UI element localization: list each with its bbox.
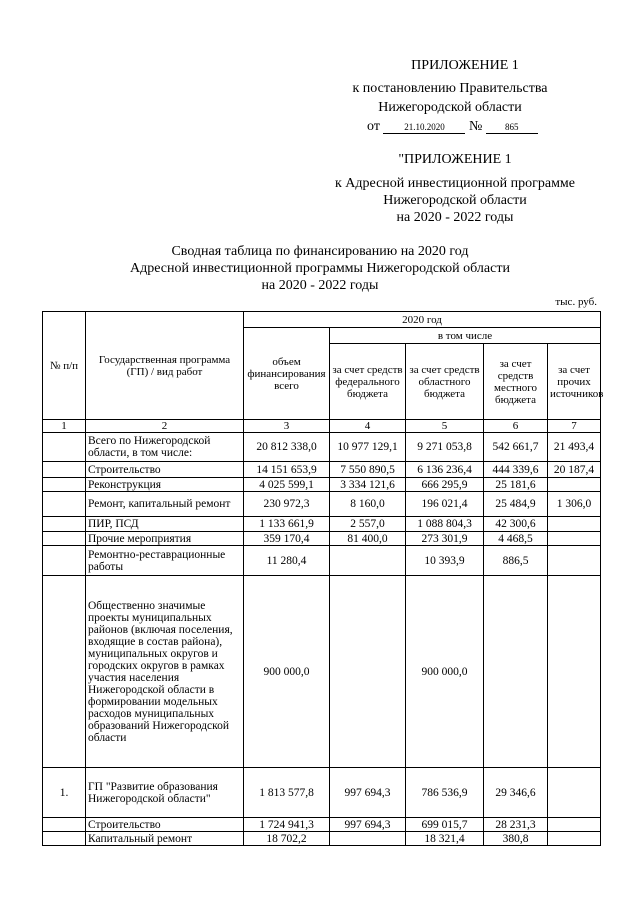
total-cell: 14 151 653,9 [244,462,330,478]
doc-title-line2: Адресной инвестиционной программы Нижегородской области [130,261,510,276]
other-cell [548,768,601,818]
local-cell [484,576,548,768]
row-no-cell [43,462,86,478]
number-sign: № [468,119,483,134]
table-row [43,818,601,832]
table-row [43,478,601,492]
col-header-regional: за счет средств областного бюджета [406,344,484,420]
total-cell: 4 025 599,1 [244,478,330,492]
local-cell: 542 661,7 [484,433,548,462]
table-row [43,433,601,462]
row-name-cell: Ремонт, капитальный ремонт [86,492,244,517]
appendix-title-2: "ПРИЛОЖЕНИЕ 1 [398,152,512,167]
table-row [43,462,601,478]
row-name-cell: ГП "Развитие образования Нижегородской области" [86,768,244,818]
program-ref: к Адресной инвестиционной программе [334,176,576,191]
doc-title-line3: на 2020 - 2022 годы [261,278,379,293]
row-no-cell [43,492,86,517]
federal-cell: 3 334 121,6 [330,478,406,492]
row-no-cell: 1. [43,768,86,818]
doc-title-line1: Сводная таблица по финансированию на 2020 год [171,244,469,259]
federal-cell: 8 160,0 [330,492,406,517]
col-header-year: 2020 год [244,312,601,328]
resolution-number: 865 [486,121,538,134]
federal-cell: 81 400,0 [330,532,406,546]
local-cell: 380,8 [484,832,548,846]
regional-cell: 9 271 053,8 [406,433,484,462]
region-name: Нижегородской области [378,100,522,115]
row-no-cell [43,832,86,846]
federal-cell [330,832,406,846]
regional-cell: 900 000,0 [406,576,484,768]
row-name-cell: Капитальный ремонт [86,832,244,846]
row-name-cell: Строительство [86,462,244,478]
regional-cell: 786 536,9 [406,768,484,818]
row-name-cell: Реконструкция [86,478,244,492]
col-number: 3 [244,420,330,433]
col-header-local: за счет средств местного бюджета [484,344,548,420]
total-cell: 230 972,3 [244,492,330,517]
regional-cell: 273 301,9 [406,532,484,546]
other-cell [548,818,601,832]
federal-cell [330,576,406,768]
row-name-cell: Ремонтно-реставрационные работы [86,546,244,576]
other-cell [548,517,601,532]
row-no-cell [43,818,86,832]
regional-cell: 1 088 804,3 [406,517,484,532]
other-cell [548,576,601,768]
row-no-cell [43,433,86,462]
federal-cell: 997 694,3 [330,768,406,818]
regional-cell: 6 136 236,4 [406,462,484,478]
row-name-cell: Общественно значимые проекты муниципальных районов (включая поселения, входящие в состав района), муниципальных округов и городских округов в рамках участия населения Нижегородской области в формировании модельных расходов муниципальных образований Нижегородской области [86,576,244,768]
row-no-cell [43,517,86,532]
table-row [43,546,601,576]
local-cell: 42 300,6 [484,517,548,532]
other-cell [548,546,601,576]
federal-cell: 2 557,0 [330,517,406,532]
col-number: 4 [330,420,406,433]
table-row [43,532,601,546]
row-no-cell [43,532,86,546]
col-header-incl: в том числе [330,328,601,344]
financing-table [42,311,604,846]
col-number: 6 [484,420,548,433]
table-row [43,768,601,818]
col-number: 1 [43,420,86,433]
other-cell: 20 187,4 [548,462,601,478]
other-cell: 1 306,0 [548,492,601,517]
table-row [43,576,601,768]
header-row-year [43,312,601,328]
local-cell: 29 346,6 [484,768,548,818]
col-header-no: № п/п [43,312,86,420]
row-name-cell: ПИР, ПСД [86,517,244,532]
row-no-cell [43,576,86,768]
federal-cell: 997 694,3 [330,818,406,832]
row-name-cell: Прочие мероприятия [86,532,244,546]
other-cell [548,532,601,546]
total-cell: 18 702,2 [244,832,330,846]
row-name-cell: Строительство [86,818,244,832]
other-cell: 21 493,4 [548,433,601,462]
regional-cell: 699 015,7 [406,818,484,832]
total-cell: 1 813 577,8 [244,768,330,818]
local-cell: 444 339,6 [484,462,548,478]
total-cell: 11 280,4 [244,546,330,576]
table-row [43,832,601,846]
total-cell: 359 170,4 [244,532,330,546]
row-no-cell [43,546,86,576]
column-number-row [43,420,601,433]
total-cell: 20 812 338,0 [244,433,330,462]
other-cell [548,832,601,846]
local-cell: 28 231,3 [484,818,548,832]
date-line [367,119,567,135]
federal-cell: 7 550 890,5 [330,462,406,478]
regional-cell: 666 295,9 [406,478,484,492]
col-number: 2 [86,420,244,433]
total-cell: 1 133 661,9 [244,517,330,532]
col-header-federal: за счет средств федерального бюджета [330,344,406,420]
regional-cell: 10 393,9 [406,546,484,576]
table-row [43,492,601,517]
col-number: 5 [406,420,484,433]
total-cell: 1 724 941,3 [244,818,330,832]
row-no-cell [43,478,86,492]
program-region: Нижегородской области [383,193,527,208]
regional-cell: 18 321,4 [406,832,484,846]
table-row [43,517,601,532]
col-header-other: за счет прочих источников [548,344,601,420]
regional-cell: 196 021,4 [406,492,484,517]
from-label: от [367,119,380,134]
local-cell: 25 181,6 [484,478,548,492]
local-cell: 25 484,9 [484,492,548,517]
federal-cell [330,546,406,576]
local-cell: 886,5 [484,546,548,576]
resolution-ref: к постановлению Правительства [352,81,548,96]
program-years: на 2020 - 2022 годы [396,210,514,225]
units-label: тыс. руб. [555,296,597,308]
col-header-program: Государственная программа (ГП) / вид работ [86,312,244,420]
federal-cell: 10 977 129,1 [330,433,406,462]
col-header-total: объем финансирования всего [244,328,330,420]
other-cell [548,478,601,492]
resolution-date: 21.10.2020 [383,121,465,134]
col-number: 7 [548,420,601,433]
total-cell: 900 000,0 [244,576,330,768]
row-name-cell: Всего по Нижегородской области, в том числе: [86,433,244,462]
local-cell: 4 468,5 [484,532,548,546]
appendix-title: ПРИЛОЖЕНИЕ 1 [411,58,519,73]
